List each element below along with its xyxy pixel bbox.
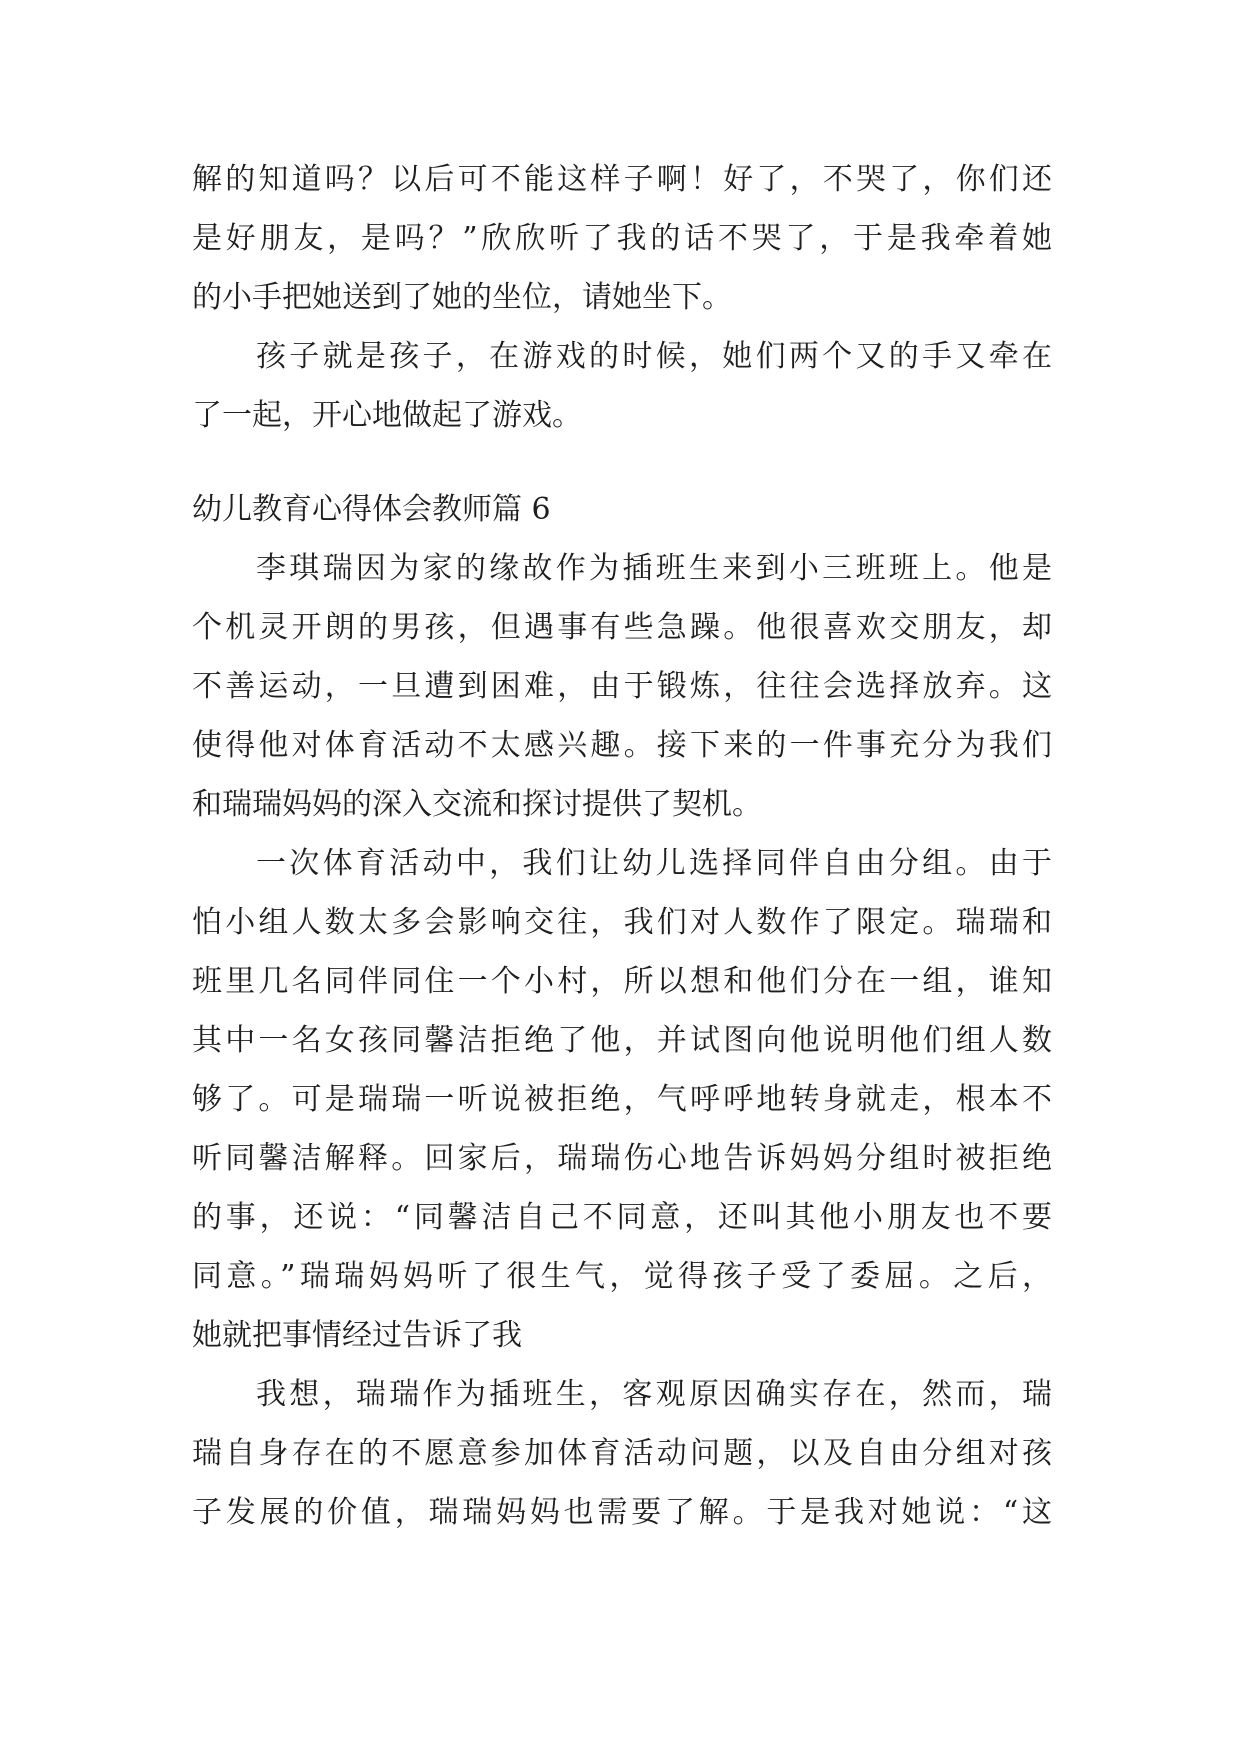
text-line: 不善运动，一旦遭到困难，由于锻炼，往往会选择放弃。这 — [192, 669, 1052, 704]
paragraph — [192, 150, 1052, 327]
text-line: 一次体育活动中，我们让幼儿选择同伴自由分组。由于 — [256, 846, 1052, 881]
paragraph — [192, 1365, 1052, 1542]
text-line: 子发展的价值，瑞瑞妈妈也需要了解。于是我对她说：“这 — [192, 1495, 1052, 1530]
text-line: 孩子就是孩子，在游戏的时候，她们两个又的手又牵在 — [256, 339, 1052, 374]
text-line: 李琪瑞因为家的缘故作为插班生来到小三班班上。他是 — [256, 551, 1052, 586]
document-page — [192, 150, 1052, 1542]
text-line: 个机灵开朗的男孩，但遇事有些急躁。他很喜欢交朋友，却 — [192, 610, 1052, 645]
text-line: 怕小组人数太多会影响交往，我们对人数作了限定。瑞瑞和 — [192, 905, 1052, 940]
text-line: 她就把事情经过告诉了我 — [192, 1318, 522, 1353]
text-line: 使得他对体育活动不太感兴趣。接下来的一件事充分为我们 — [192, 728, 1052, 763]
paragraph — [192, 327, 1052, 445]
text-line: 够了。可是瑞瑞一听说被拒绝，气呼呼地转身就走，根本不 — [192, 1082, 1052, 1117]
text-line: 听同馨洁解释。回家后，瑞瑞伤心地告诉妈妈分组时被拒绝 — [192, 1141, 1052, 1176]
text-line: 其中一名女孩同馨洁拒绝了他，并试图向他说明他们组人数 — [192, 1023, 1052, 1058]
text-line: 和瑞瑞妈妈的深入交流和探讨提供了契机。 — [192, 787, 762, 822]
text-line: 班里几名同伴同住一个小村，所以想和他们分在一组，谁知 — [192, 964, 1052, 999]
text-line: 的小手把她送到了她的坐位，请她坐下。 — [192, 280, 732, 315]
paragraph — [192, 539, 1052, 834]
text-line: 同意。”瑞瑞妈妈听了很生气，觉得孩子受了委屈。之后， — [192, 1259, 1052, 1294]
text-line: 是好朋友，是吗？”欣欣听了我的话不哭了，于是我牵着她 — [192, 221, 1052, 256]
text-line: 解的知道吗？以后可不能这样子啊！好了，不哭了，你们还 — [192, 162, 1052, 197]
section-heading: 幼儿教育心得体会教师篇 6 — [192, 492, 551, 527]
text-line: 了一起，开心地做起了游戏。 — [192, 398, 582, 433]
section-gap — [192, 445, 1052, 480]
text-line: 的事，还说：“同馨洁自己不同意，还叫其他小朋友也不要 — [192, 1200, 1052, 1235]
paragraph — [192, 834, 1052, 1365]
text-line: 瑞自身存在的不愿意参加体育活动问题，以及自由分组对孩 — [192, 1436, 1052, 1471]
text-line: 我想，瑞瑞作为插班生，客观原因确实存在，然而，瑞 — [256, 1377, 1052, 1412]
